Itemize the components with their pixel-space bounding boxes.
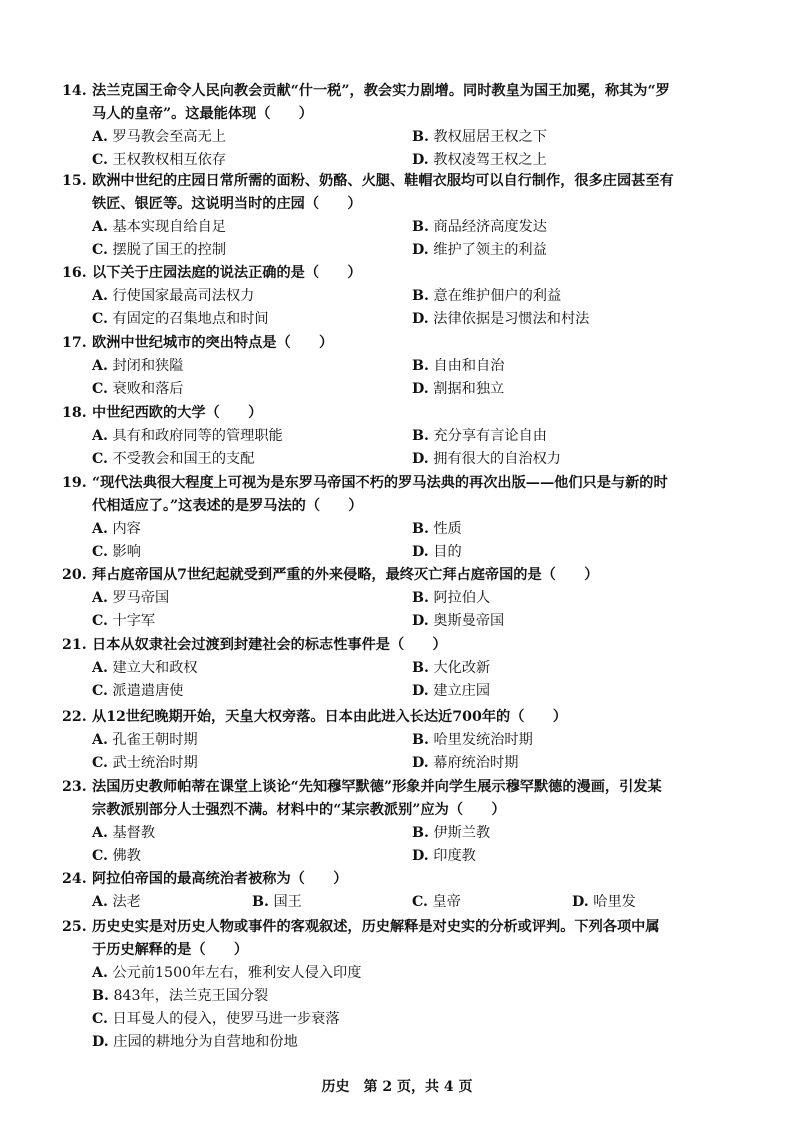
option-text: 843年，法兰克王国分裂 (113, 988, 269, 1004)
question-stem-text: 拜占庭帝国从7世纪起就受到严重的外来侵略，最终灭亡拜占庭帝国的是（ ） (92, 567, 599, 583)
question-stem-line (62, 634, 742, 657)
option-text: 不受教会和国王的支配 (112, 451, 255, 467)
option-text: 目的 (433, 544, 462, 560)
question-stem-line (62, 564, 742, 587)
option-c[interactable] (412, 891, 461, 914)
question-15 (62, 170, 742, 262)
option-b[interactable] (412, 729, 533, 752)
question-stem-line (62, 332, 742, 355)
options-group (62, 657, 742, 703)
option-label: D. (412, 451, 429, 467)
option-b[interactable] (252, 891, 302, 914)
option-label: B. (412, 660, 429, 676)
option-text: 罗马帝国 (112, 590, 170, 606)
question-14 (62, 80, 742, 172)
option-label: B. (252, 894, 269, 910)
option-c[interactable] (92, 308, 269, 331)
option-text: 阿拉伯人 (433, 590, 491, 606)
option-d[interactable] (412, 378, 504, 401)
question-stem-text: 马人的皇帝”。这最能体现（ ） (92, 106, 313, 122)
question-number: 16. (62, 265, 87, 281)
option-label: C. (92, 311, 108, 327)
option-label: C. (92, 683, 108, 699)
question-stem-line (62, 939, 742, 962)
question-stem-text: 于历史解释的是（ ） (92, 942, 249, 958)
option-text: 幕府统治时期 (433, 755, 519, 771)
option-c[interactable] (92, 239, 226, 262)
question-stem-line (62, 80, 742, 103)
options-group (62, 962, 742, 1054)
option-text: 维护了领主的利益 (433, 242, 547, 258)
option-text: 公元前1500年左右，雅利安人侵入印度 (112, 965, 362, 981)
option-b[interactable] (412, 425, 547, 448)
option-b[interactable] (412, 355, 504, 378)
option-label: C. (92, 1011, 108, 1027)
option-text: 庄园的耕地分为自营地和份地 (113, 1034, 298, 1050)
question-stem-text: 从12世纪晚期开始，天皇大权旁落。日本由此进入长达近700年的（ ） (92, 709, 567, 725)
option-c[interactable] (92, 1008, 340, 1031)
question-stem-text: “现代法典很大程度上可视为是东罗马帝国不朽的罗马法典的再次出版——他们只是与新的时 (92, 475, 668, 491)
option-a[interactable] (92, 657, 198, 680)
option-label: A. (92, 965, 108, 981)
option-text: 日耳曼人的侵入，使罗马进一步衰落 (112, 1011, 340, 1027)
option-d[interactable] (412, 448, 561, 471)
question-22 (62, 706, 742, 775)
option-a[interactable] (92, 216, 226, 239)
option-c[interactable] (92, 610, 155, 633)
question-stem-text: 欧洲中世纪城市的突出特点是（ ） (92, 335, 334, 351)
options-group (62, 822, 742, 868)
option-c[interactable] (92, 752, 198, 775)
option-text: 行使国家最高司法权力 (112, 288, 255, 304)
option-c[interactable] (92, 378, 183, 401)
question-number: 17. (62, 335, 87, 351)
question-number: 23. (62, 779, 87, 795)
option-text: 基本实现自给自足 (112, 219, 226, 235)
option-text: 拥有很大的自治权力 (433, 451, 561, 467)
option-label: D. (412, 755, 429, 771)
option-label: A. (92, 660, 108, 676)
option-a[interactable] (92, 729, 198, 752)
option-label: D. (572, 894, 589, 910)
option-a[interactable] (92, 425, 283, 448)
question-stem-line (62, 776, 742, 799)
question-number: 19. (62, 475, 87, 491)
option-label: D. (412, 311, 429, 327)
option-d[interactable] (412, 610, 504, 633)
option-a[interactable] (92, 587, 169, 610)
option-label: D. (412, 152, 429, 168)
question-stem-text: 阿拉伯帝国的最高统治者被称为（ ） (92, 871, 348, 887)
option-label: B. (412, 590, 429, 606)
option-a[interactable] (92, 518, 141, 541)
question-21 (62, 634, 742, 703)
question-stem-text: 法国历史教师帕蒂在课堂上谈论“先知穆罕默德”形象并向学生展示穆罕默德的漫画，引发某 (92, 779, 662, 795)
option-text: 武士统治时期 (112, 755, 198, 771)
option-text: 建立庄园 (433, 683, 491, 699)
option-text: 性质 (433, 521, 462, 537)
option-text: 佛教 (112, 848, 141, 864)
option-text: 割据和独立 (433, 381, 505, 397)
option-label: B. (412, 358, 429, 374)
option-label: A. (92, 521, 108, 537)
option-label: B. (412, 288, 429, 304)
option-text: 内容 (112, 521, 141, 537)
option-text: 伊斯兰教 (433, 825, 491, 841)
option-text: 十字军 (112, 613, 156, 629)
option-b[interactable] (412, 518, 462, 541)
option-b[interactable] (92, 985, 268, 1008)
option-label: C. (92, 381, 108, 397)
option-label: D. (92, 1034, 109, 1050)
option-text: 基督教 (112, 825, 156, 841)
option-c[interactable] (92, 149, 226, 172)
option-text: 皇帝 (432, 894, 461, 910)
option-text: 派遣遣唐使 (112, 683, 184, 699)
option-text: 教权屈居王权之下 (433, 129, 547, 145)
options-group (62, 425, 742, 471)
question-number: 15. (62, 173, 87, 189)
option-label: D. (412, 544, 429, 560)
question-stem-text: 历史史实是对历史人物或事件的客观叙述，历史解释是对史实的分析或评判。下列各项中属 (92, 919, 660, 935)
option-label: A. (92, 129, 108, 145)
option-text: 摆脱了国王的控制 (112, 242, 227, 258)
option-a[interactable] (92, 822, 155, 845)
option-c[interactable] (92, 541, 141, 564)
option-label: C. (92, 755, 108, 771)
option-text: 具有和政府同等的管理职能 (112, 428, 283, 444)
options-group (62, 285, 742, 331)
question-17 (62, 332, 742, 401)
option-d[interactable] (412, 239, 547, 262)
option-label: B. (412, 521, 429, 537)
question-stem-line (62, 193, 742, 216)
question-number: 21. (62, 637, 87, 653)
option-text: 商品经济高度发达 (433, 219, 547, 235)
option-label: B. (412, 428, 429, 444)
option-text: 奥斯曼帝国 (433, 613, 505, 629)
option-text: 罗马教会至高无上 (112, 129, 226, 145)
question-20 (62, 564, 742, 633)
option-label: D. (412, 683, 429, 699)
option-text: 大化改新 (433, 660, 491, 676)
option-text: 封闭和狭隘 (112, 358, 184, 374)
option-text: 哈里发 (593, 894, 636, 910)
option-d[interactable] (412, 680, 490, 703)
option-text: 衰败和落后 (112, 381, 184, 397)
question-number: 25. (62, 919, 87, 935)
option-label: B. (412, 825, 429, 841)
option-label: A. (92, 219, 108, 235)
question-stem-line (62, 868, 742, 891)
option-label: A. (92, 732, 108, 748)
option-d[interactable] (412, 541, 462, 564)
option-d[interactable] (412, 149, 547, 172)
option-text: 国王 (273, 894, 302, 910)
option-text: 王权教权相互依存 (112, 152, 227, 168)
option-label: C. (92, 848, 108, 864)
option-text: 印度教 (433, 848, 476, 864)
option-d[interactable] (92, 1031, 298, 1054)
question-stem-line (62, 916, 742, 939)
option-b[interactable] (412, 216, 547, 239)
option-text: 有固定的召集地点和时间 (112, 311, 269, 327)
option-c[interactable] (92, 845, 141, 868)
options-group (62, 729, 742, 775)
option-b[interactable] (412, 285, 561, 308)
option-label: A. (92, 358, 108, 374)
option-label: A. (92, 894, 108, 910)
question-stem-text: 中世纪西欧的大学（ ） (92, 405, 263, 421)
option-label: B. (92, 988, 109, 1004)
question-stem-line (62, 706, 742, 729)
option-label: D. (412, 242, 429, 258)
option-text: 教权凌驾王权之上 (433, 152, 547, 168)
option-c[interactable] (92, 448, 254, 471)
question-stem-line (62, 402, 742, 425)
option-d[interactable] (572, 891, 636, 914)
options-group (62, 587, 742, 633)
option-label: A. (92, 428, 108, 444)
option-b[interactable] (412, 822, 490, 845)
option-text: 影响 (112, 544, 141, 560)
option-text: 意在维护佃户的利益 (433, 288, 562, 304)
option-label: B. (412, 219, 429, 235)
option-a[interactable] (92, 355, 183, 378)
option-text: 建立大和政权 (112, 660, 198, 676)
options-group (62, 216, 742, 262)
question-number: 18. (62, 405, 87, 421)
option-label: C. (92, 152, 108, 168)
question-number: 22. (62, 709, 87, 725)
option-text: 法老 (112, 894, 141, 910)
option-d[interactable] (412, 845, 476, 868)
option-label: B. (412, 129, 429, 145)
question-stem-line (62, 262, 742, 285)
option-label: C. (92, 613, 108, 629)
option-d[interactable] (412, 752, 518, 775)
question-25 (62, 916, 742, 1054)
options-group (62, 355, 742, 401)
option-b[interactable] (412, 126, 547, 149)
question-19 (62, 472, 742, 564)
option-label: D. (412, 381, 429, 397)
question-24 (62, 868, 742, 914)
option-b[interactable] (412, 657, 490, 680)
option-label: A. (92, 288, 108, 304)
option-c[interactable] (92, 680, 183, 703)
option-label: A. (92, 825, 108, 841)
question-number: 20. (62, 567, 87, 583)
option-a[interactable] (92, 891, 141, 914)
option-a[interactable] (92, 962, 361, 985)
option-label: C. (92, 544, 108, 560)
question-stem-line (62, 799, 742, 822)
option-text: 充分享有言论自由 (433, 428, 547, 444)
question-23 (62, 776, 742, 868)
question-stem-text: 代相适应了。”这表述的是罗马法的（ ） (92, 498, 363, 514)
question-stem-line (62, 170, 742, 193)
question-stem-line (62, 472, 742, 495)
question-stem-text: 欧洲中世纪的庄园日常所需的面粉、奶酪、火腿、鞋帽衣服均可以自行制作，很多庄园甚至有 (92, 173, 674, 189)
question-stem-text: 日本从奴隶社会过渡到封建社会的标志性事件是（ ） (92, 637, 447, 653)
option-text: 自由和自治 (433, 358, 505, 374)
option-text: 法律依据是习惯法和村法 (433, 311, 590, 327)
option-text: 孔雀王朝时期 (112, 732, 198, 748)
option-label: C. (412, 894, 428, 910)
option-label: A. (92, 590, 108, 606)
question-18 (62, 402, 742, 471)
question-number: 24. (62, 871, 87, 887)
question-stem-text: 铁匠、银匠等。这说明当时的庄园（ ） (92, 196, 362, 212)
question-number: 14. (62, 83, 87, 99)
option-d[interactable] (412, 308, 589, 331)
option-label: B. (412, 732, 429, 748)
option-text: 哈里发统治时期 (433, 732, 533, 748)
question-stem-text: 宗教派别部分人士强烈不满。材料中的“某宗教派别”应为（ ） (92, 802, 506, 818)
option-a[interactable] (92, 285, 254, 308)
options-group (62, 518, 742, 564)
options-group (62, 126, 742, 172)
question-stem-line (62, 103, 742, 126)
question-stem-text: 以下关于庄园法庭的说法正确的是（ ） (92, 265, 362, 281)
option-b[interactable] (412, 587, 490, 610)
option-a[interactable] (92, 126, 226, 149)
option-label: D. (412, 613, 429, 629)
options-group (62, 891, 742, 914)
question-16 (62, 262, 742, 331)
page-footer: 历史 第 2 页，共 4 页 (321, 1079, 473, 1095)
question-stem-line (62, 495, 742, 518)
option-label: D. (412, 848, 429, 864)
option-label: C. (92, 242, 108, 258)
question-stem-text: 法兰克国王命令人民向教会贡献“什一税”，教会实力剧增。同时教皇为国王加冕，称其为“罗 (92, 83, 670, 99)
option-label: C. (92, 451, 108, 467)
